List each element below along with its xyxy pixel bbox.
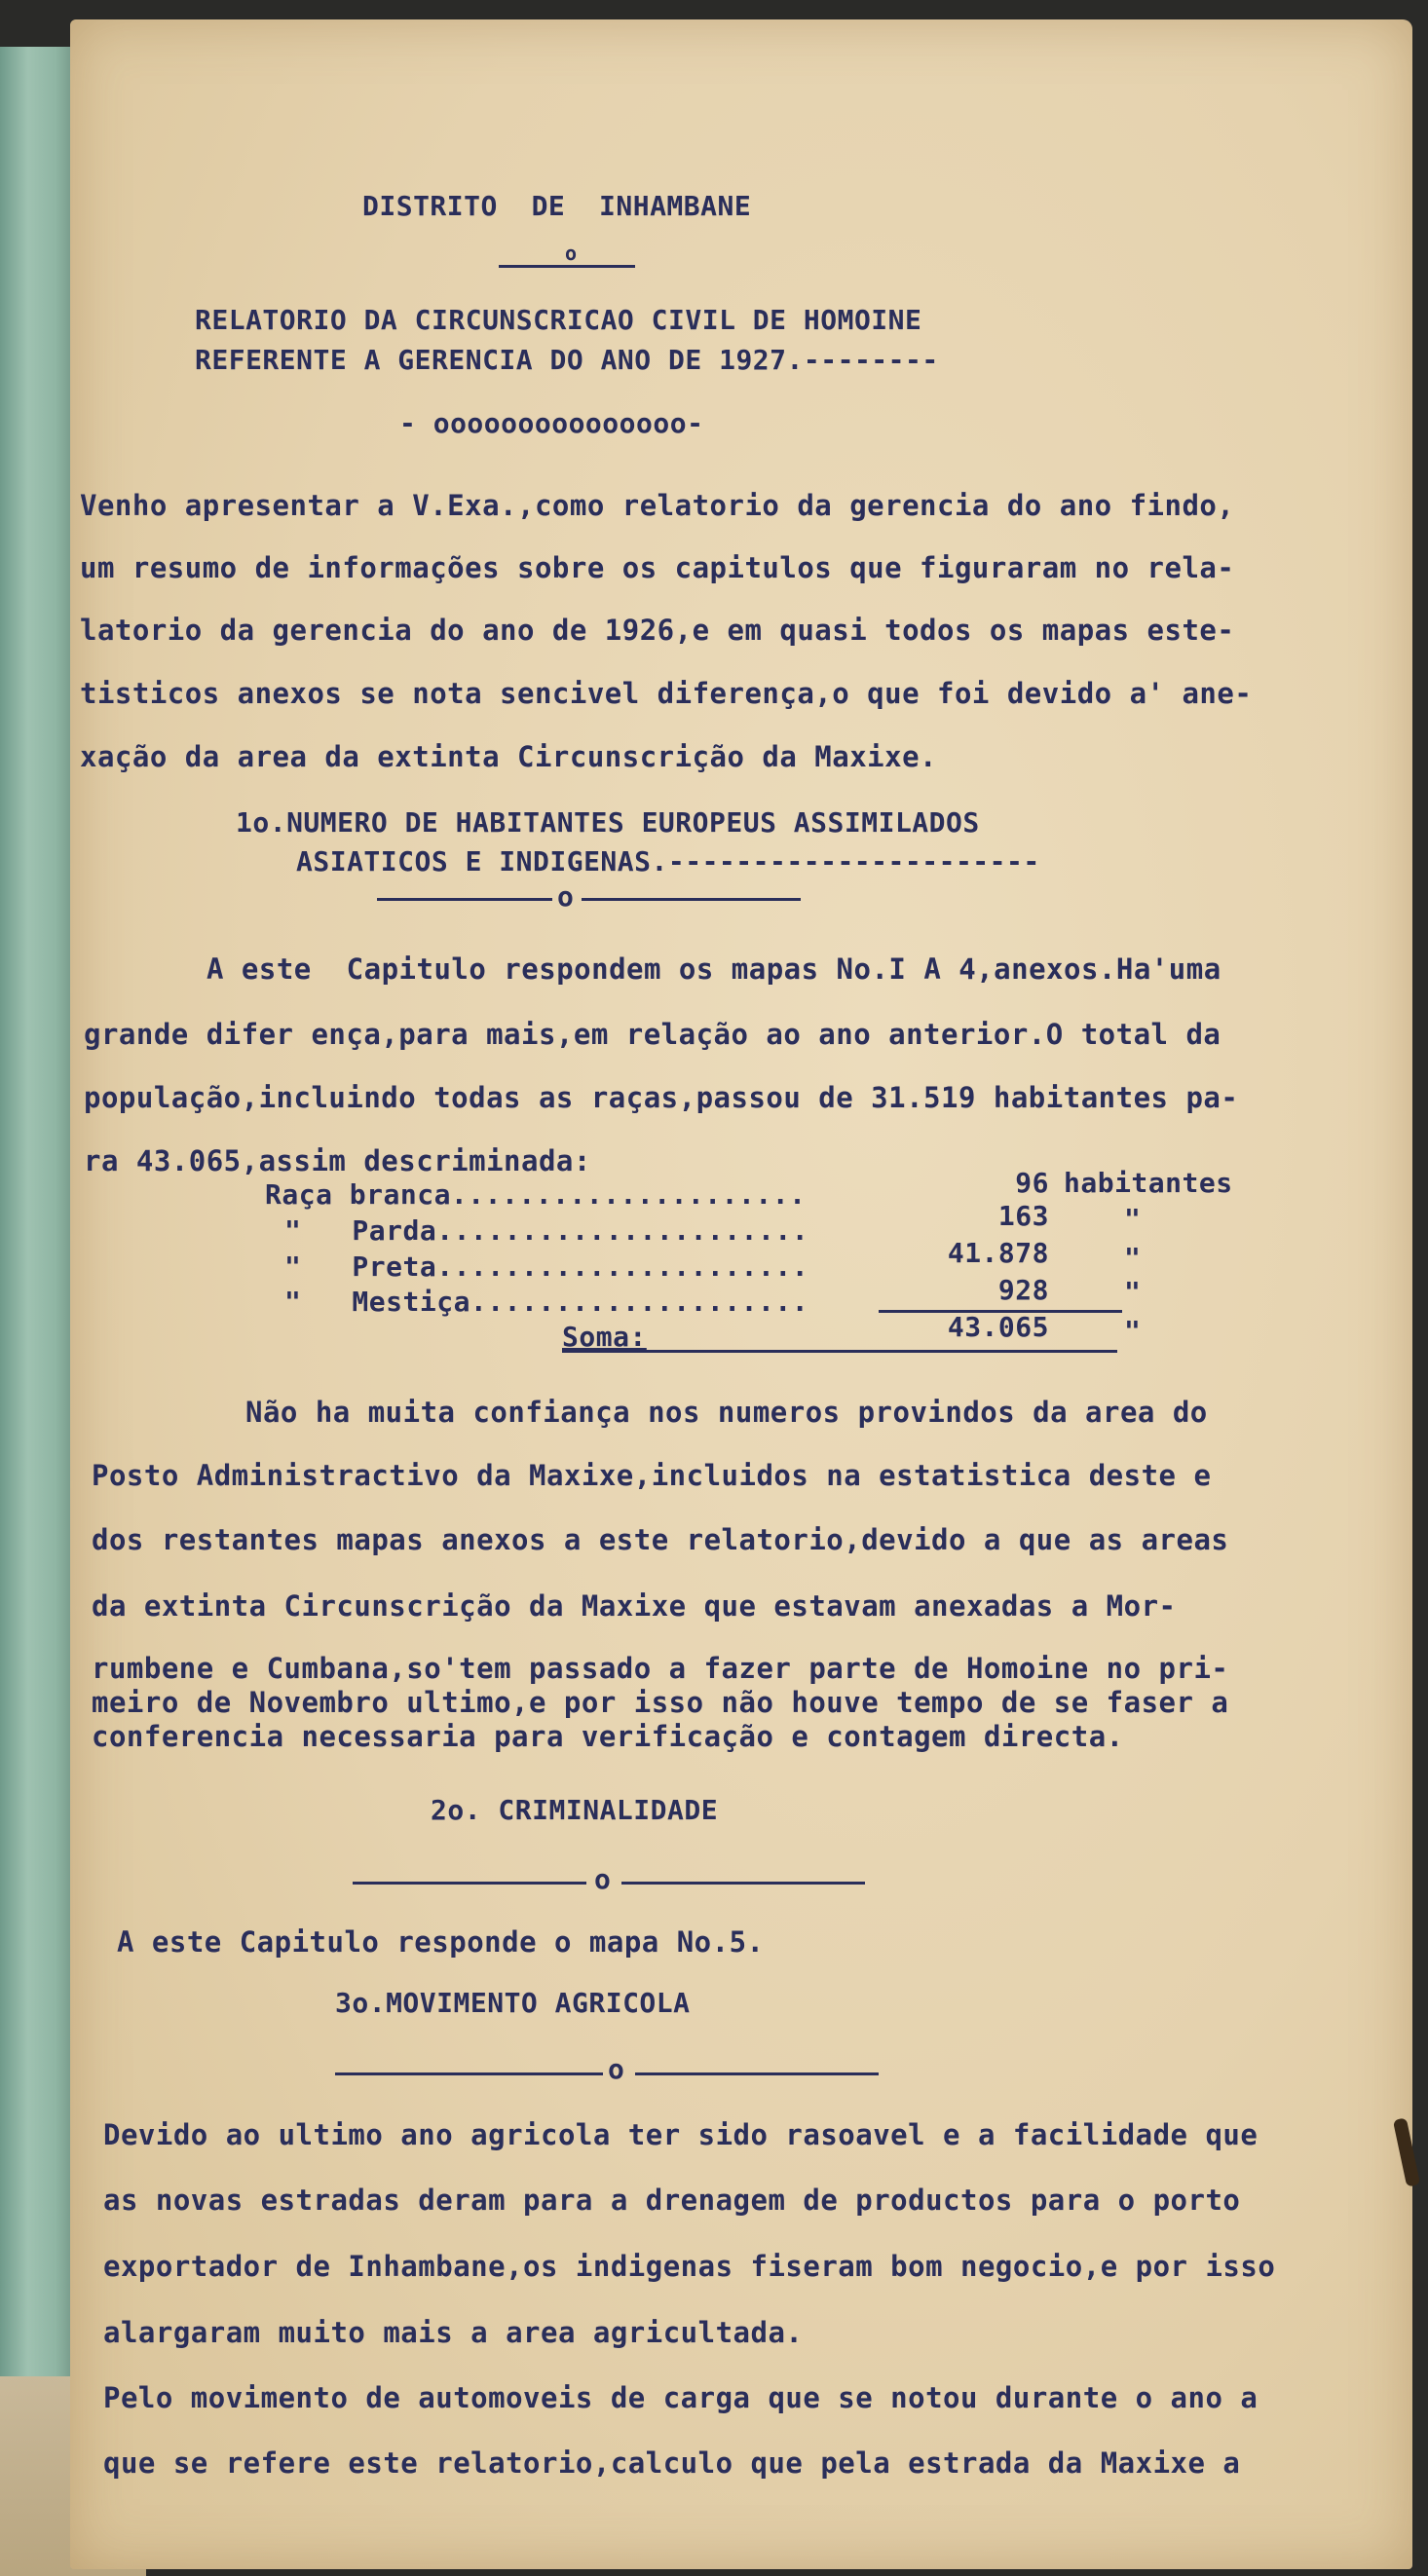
district-heading: DISTRITO DE INHAMBANE [362,190,752,222]
chapter1-note-line: conferencia necessaria para verificação e contagem directa. [92,1720,1124,1753]
chapter3-divider-left [335,2072,603,2075]
chapter1-note-line: da extinta Circunscrição da Maxixe que estavam anexadas a Mor- [92,1589,1177,1623]
table-row-label: " Preta...................... [284,1251,809,1283]
intro-line: Venho apresentar a V.Exa.,como relatorio da gerencia do ano findo, [80,489,1235,522]
chapter2-divider-left [353,1882,586,1885]
chapter3-divider-mark: o [608,2053,624,2085]
header-underline-mark: o [565,242,578,265]
chapter1-note-line: Posto Administractivo da Maxixe,incluidos na estatistica deste e [92,1459,1212,1492]
table-row-label: " Parda...................... [284,1214,809,1247]
table-row-label: Raça branca..................... [265,1178,807,1211]
table-total-underline [562,1350,1117,1353]
typed-page [70,19,1412,2569]
chapter3-divider-right [635,2072,879,2075]
chapter2-divider-right [621,1882,865,1885]
header-underline [499,265,635,268]
table-row-label: " Mestiça.................... [284,1286,809,1318]
chapter3-heading: 3o.MOVIMENTO AGRICOLA [335,1987,691,2019]
chapter2-text: A este Capitulo responde o mapa No.5. [117,1925,765,1959]
table-total-unit: " [1124,1315,1142,1347]
chapter1-note-line: dos restantes mapas anexos a este relatorio,devido a que as areas [92,1523,1229,1556]
chapter1-heading-line2: ASIATICOS E INDIGENAS.---------------------- [296,845,1040,877]
intro-line: xação da area da extinta Circunscrição da Maxixe. [80,740,938,773]
intro-line: latorio da gerencia do ano de 1926,e em quasi todos os mapas este- [80,614,1235,647]
chapter1-note-line: Não ha muita confiança nos numeros provindos da area do [245,1396,1208,1429]
table-total-value: 43.065 [947,1311,1049,1343]
table-row-value: 928 [997,1274,1049,1306]
chapter1-line: A este Capitulo respondem os mapas No.I A 4,anexos.Ha'uma [207,952,1221,986]
chapter3-line: exportador de Inhambane,os indigenas fiseram bom negocio,e por isso [103,2250,1276,2283]
table-row-unit: " [1124,1276,1142,1308]
chapter3-line: que se refere este relatorio,calculo que pela estrada da Maxixe a [103,2446,1241,2480]
chapter3-line: Pelo movimento de automoveis de carga que se notou durante o ano a [103,2381,1259,2414]
table-row-value: 96 [1015,1167,1049,1199]
chapter1-note-line: rumbene e Cumbana,so'tem passado a fazer parte de Homoine no pri- [92,1652,1229,1685]
table-row-unit: " [1124,1203,1142,1235]
chapter2-divider-mark: o [594,1863,611,1895]
intro-line: um resumo de informações sobre os capitulos que figuraram no rela- [80,551,1235,584]
report-title-line1: RELATORIO DA CIRCUNSCRICAO CIVIL DE HOMOINE [195,304,922,336]
report-title-line2: REFERENTE A GERENCIA DO ANO DE 1927.-------- [195,344,939,376]
table-total-label: Soma: [562,1321,647,1353]
chapter1-line: ra 43.065,assim descriminada: [84,1144,591,1177]
table-row-value: 163 [997,1200,1049,1232]
chapter1-divider-mark: o [557,880,574,913]
chapter1-heading-line1: 1o.NUMERO DE HABITANTES EUROPEUS ASSIMILADOS [236,806,980,839]
title-separator: - ooooooooooooooo- [399,407,704,439]
chapter2-heading: 2o. CRIMINALIDADE [431,1794,719,1826]
chapter3-line: Devido ao ultimo ano agricola ter sido rasoavel e a facilidade que [103,2118,1259,2151]
table-row-unit: habitantes [1064,1167,1233,1199]
chapter3-line: as novas estradas deram para a drenagem de productos para o porto [103,2184,1241,2217]
table-row-unit: " [1124,1242,1142,1274]
chapter1-divider-left [377,898,552,901]
chapter1-line: população,incluindo todas as raças,passou de 31.519 habitantes pa- [84,1081,1239,1114]
chapter1-note-line: meiro de Novembro ultimo,e por isso não houve tempo de se faser a [92,1686,1229,1719]
chapter1-line: grande difer ença,para mais,em relação ao ano anterior.O total da [84,1018,1221,1051]
table-row-value: 41.878 [947,1237,1049,1269]
chapter1-divider-right [582,898,801,901]
chapter3-line: alargaram muito mais a area agricultada. [103,2316,804,2349]
ink-stain [1393,2117,1420,2186]
intro-line: tisticos anexos se nota sencivel diferença,o que foi devido a' ane- [80,677,1253,710]
